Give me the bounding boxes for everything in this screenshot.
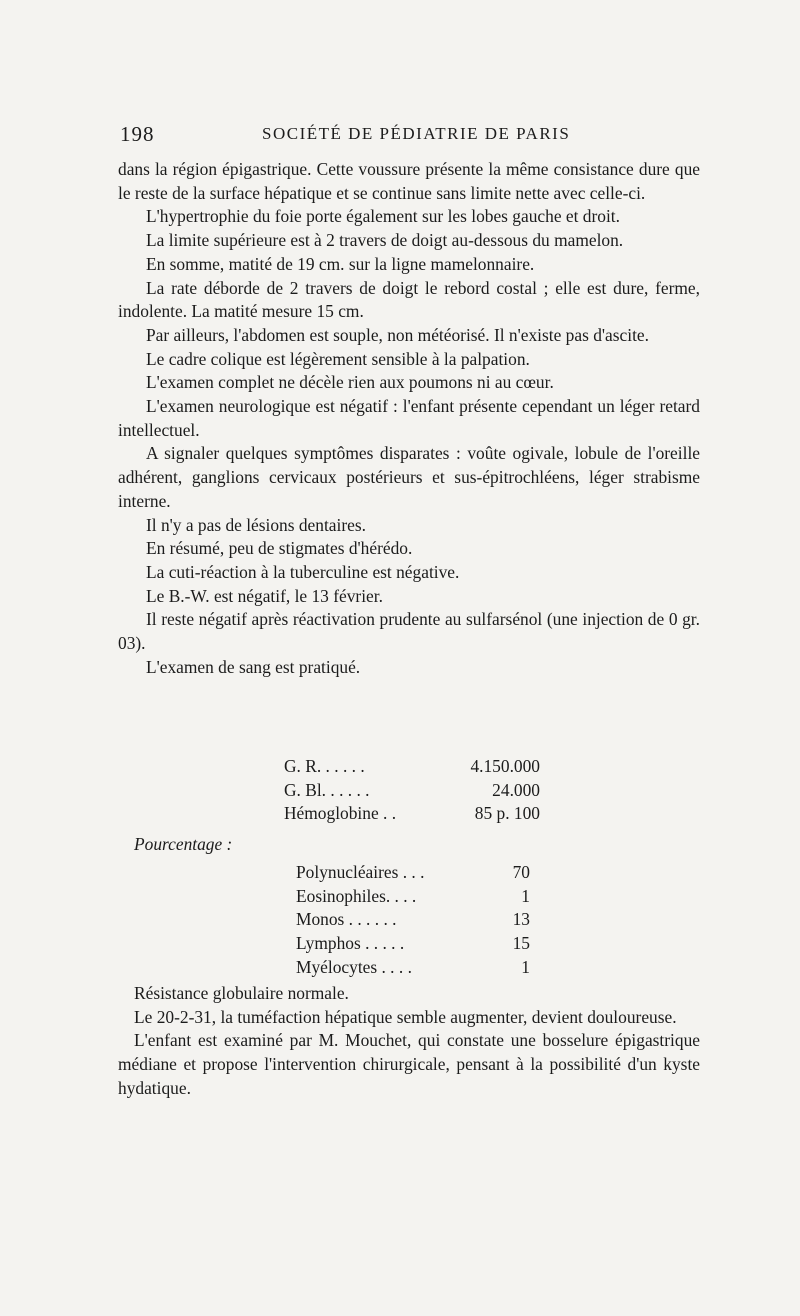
row-value: 13 [512,909,530,930]
paragraph: En résumé, peu de stigmates d'hérédo. [146,538,413,559]
paragraph: Par ailleurs, l'abdomen est souple, non météorisé. Il n'existe pas d'ascite. [146,324,649,345]
row-value: 1 [521,885,530,906]
paragraph: L'examen complet ne décèle rien aux poumons ni au cœur. [146,372,554,393]
paragraph: Il reste négatif après réactivation prudente au sulfarsénol (une injection de 0 gr. 03). [118,609,700,654]
row-value: 24.000 [492,779,540,800]
table-row [284,779,540,803]
paragraph: Le cadre colique est légèrement sensible à la palpation. [146,348,530,369]
table-row [284,755,540,779]
row-value: 1 [521,956,530,977]
row-value: 70 [512,862,530,882]
page-header [120,122,700,150]
blood-count-table [284,755,540,826]
paragraph: L'examen de sang est pratiqué. [146,656,361,677]
paragraph: La limite supérieure est à 2 travers de doigt au-dessous du mamelon. [146,230,624,251]
table-row [296,908,530,932]
percentage-label: Pourcentage : [134,834,233,854]
row-label: Myélocytes . . . . [296,956,412,977]
row-label: Eosinophiles. . . . [296,885,417,906]
row-label: G. Bl. . . . . . [284,779,370,800]
paragraph: dans la région épigastrique. Cette voussure présente la même consistance dure que le reste de la surface hépatique et se continue sans limite nette avec celle-ci. [118,159,700,203]
running-title: SOCIÉTÉ DE PÉDIATRIE DE PARIS [262,124,571,143]
paragraph: Résistance globulaire normale. [134,983,349,1003]
row-value: 85 p. 100 [474,803,540,824]
paragraph: L'examen neurologique est négatif : l'enfant présente cependant un léger retard intellectuel. [118,396,700,440]
closing-text [118,982,700,1101]
body-text [118,158,700,679]
row-label: G. R. . . . . . [284,756,365,776]
paragraph: L'hypertrophie du foie porte également sur les lobes gauche et droit. [146,206,620,227]
paragraph: Il n'y a pas de lésions dentaires. [146,514,366,535]
page-number: 198 [120,122,155,146]
paragraph: La rate déborde de 2 travers de doigt le rebord costal ; elle est dure, ferme, indolente. La matité mesure 15 cm. [118,277,700,322]
table-row [296,956,530,980]
percentage-table [296,861,530,979]
row-label: Monos . . . . . . [296,909,397,930]
paragraph: Le 20-2-31, la tuméfaction hépatique semble augmenter, devient douloureuse. [134,1006,677,1027]
row-label: Hémoglobine . . [284,803,397,824]
paragraph: En somme, matité de 19 cm. sur la ligne mamelonnaire. [146,253,535,274]
paragraph: L'enfant est examiné par M. Mouchet, qui constate une bosselure épigastrique médiane et propose l'intervention chirurgicale, pensant à la possibilité d'un kyste hydatique. [118,1030,700,1098]
table-row [296,885,530,909]
row-value: 15 [512,933,530,954]
table-row [296,861,530,885]
paragraph: La cuti-réaction à la tuberculine est négative. [146,561,460,582]
table-row [296,932,530,956]
paragraph: Le B.-W. est négatif, le 13 février. [146,585,383,606]
paragraph: A signaler quelques symptômes disparates : voûte ogivale, lobule de l'oreille adhérent, ganglions cervicaux postérieurs et sus-épitrochléens, léger strabisme interne. [118,443,700,511]
row-label: Lymphos . . . . . [296,933,405,954]
row-label: Polynucléaires . . . [296,862,425,882]
row-value: 4.150.000 [470,756,540,776]
table-row [284,802,540,826]
